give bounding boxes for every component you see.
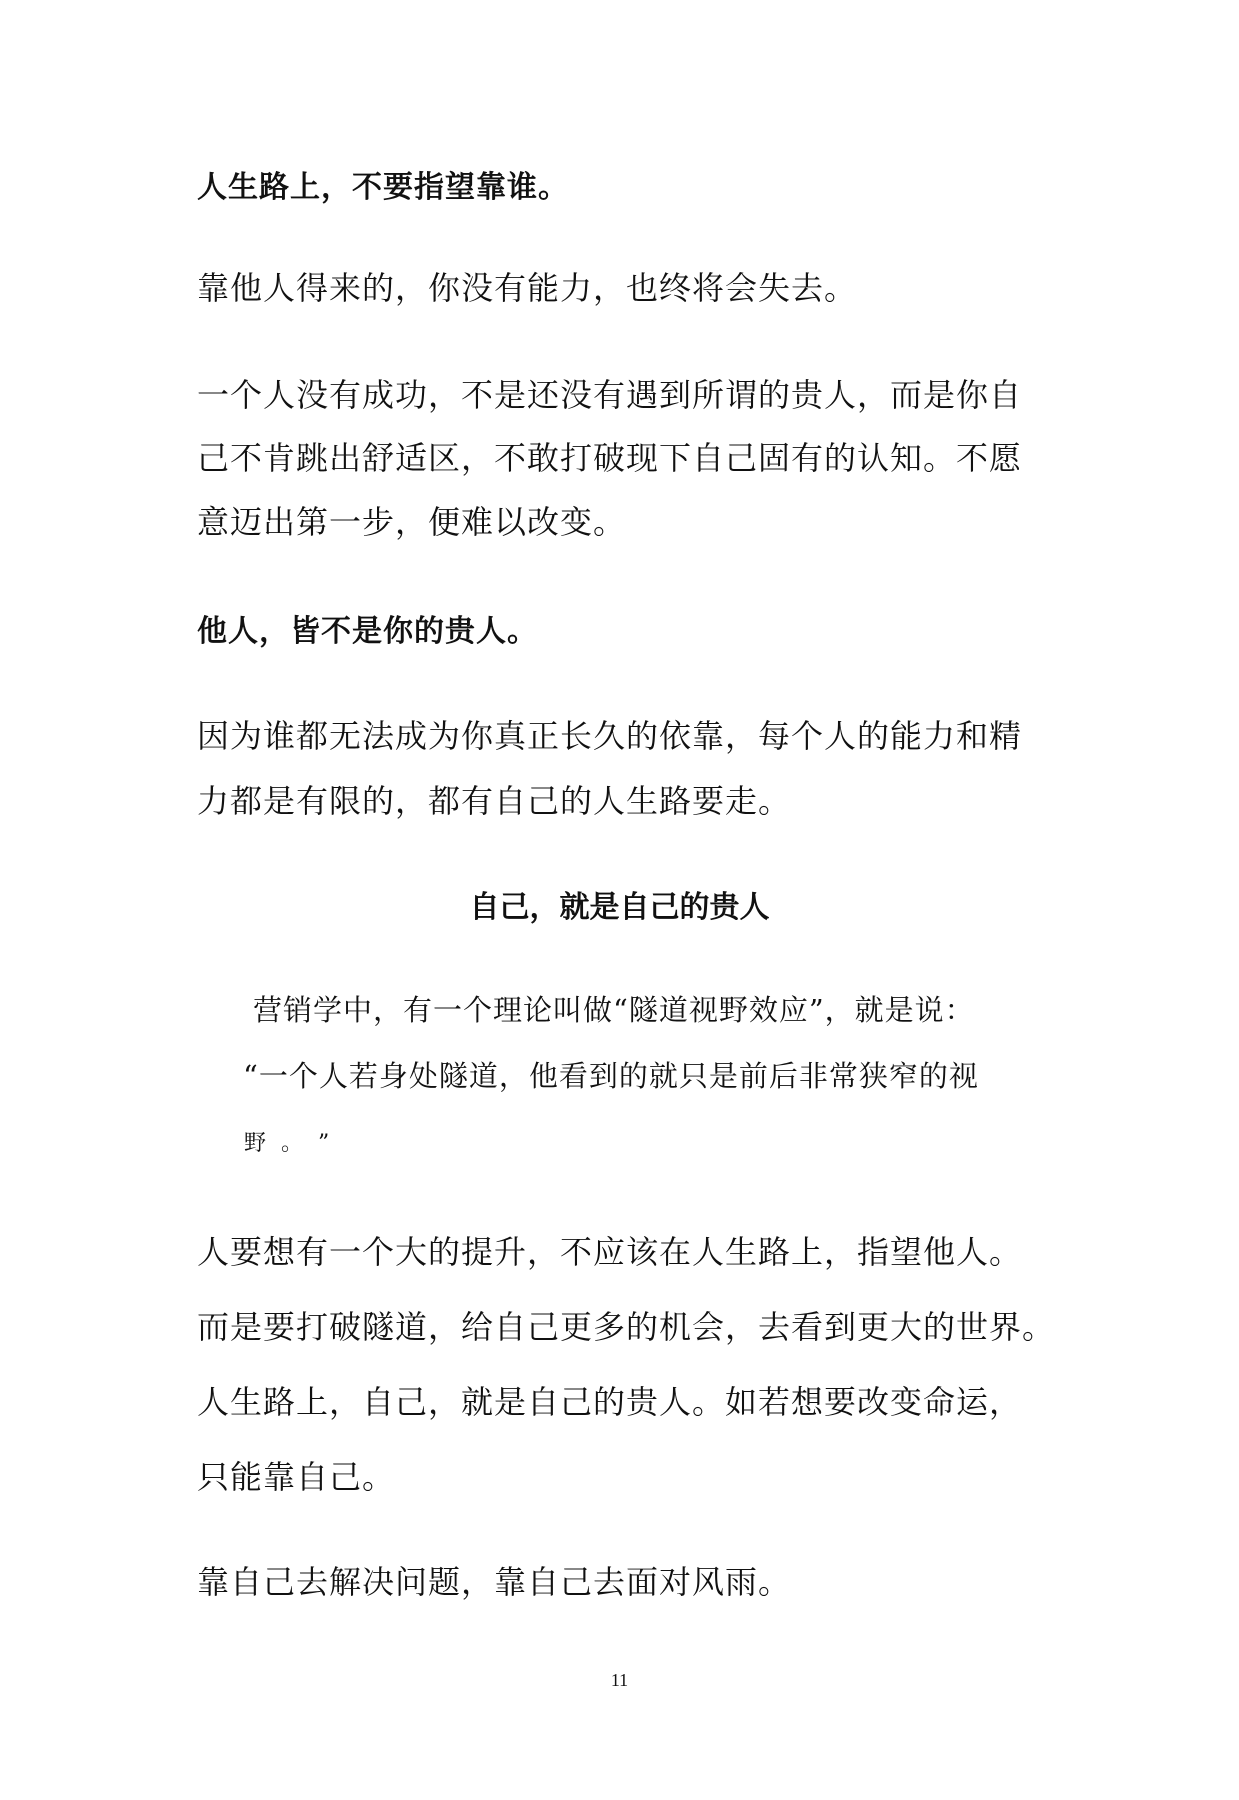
quote-line1: 营销学中，有一个理论叫做“隧道视野效应”，就是说：: [253, 993, 975, 1027]
quote-line3: 野 。 ”: [244, 1131, 334, 1156]
section1-paragraph2-line2: 己不肯跳出舒适区，不敢打破现下自己固有的认知。不愿: [197, 439, 1023, 477]
section1-paragraph2-line3: 意迈出第一步，便难以改变。: [197, 503, 627, 541]
section3-paragraph1-line3: 人生路上，自己，就是自己的贵人。如若想要改变命运，: [197, 1383, 1023, 1421]
section3-paragraph2: 靠自己去解决问题，靠自己去面对风雨。: [197, 1563, 792, 1601]
section3-paragraph1-line4: 只能靠自己。: [197, 1458, 396, 1496]
section2-paragraph1-line1: 因为谁都无法成为你真正长久的依靠，每个人的能力和精: [197, 717, 1023, 755]
page-number: 11: [610, 1670, 629, 1690]
section1-paragraph2-line1: 一个人没有成功，不是还没有遇到所谓的贵人，而是你自: [197, 376, 1023, 414]
section3-paragraph1-line2: 而是要打破隧道，给自己更多的机会，去看到更大的世界。: [197, 1308, 1056, 1346]
section3-paragraph1-line1: 人要想有一个大的提升，不应该在人生路上，指望他人。: [197, 1233, 1023, 1271]
section1-title: 人生路上，不要指望靠谁。: [197, 170, 569, 205]
section2-paragraph1-line2: 力都是有限的，都有自己的人生路要走。: [197, 782, 792, 820]
section3-heading: 自己，就是自己的贵人: [469, 890, 770, 925]
section2-title: 他人，皆不是你的贵人。: [197, 614, 538, 649]
quote-line2: “一个人若身处隧道，他看到的就只是前后非常狭窄的视: [243, 1059, 979, 1093]
section1-paragraph1: 靠他人得来的，你没有能力，也终将会失去。: [197, 269, 858, 307]
